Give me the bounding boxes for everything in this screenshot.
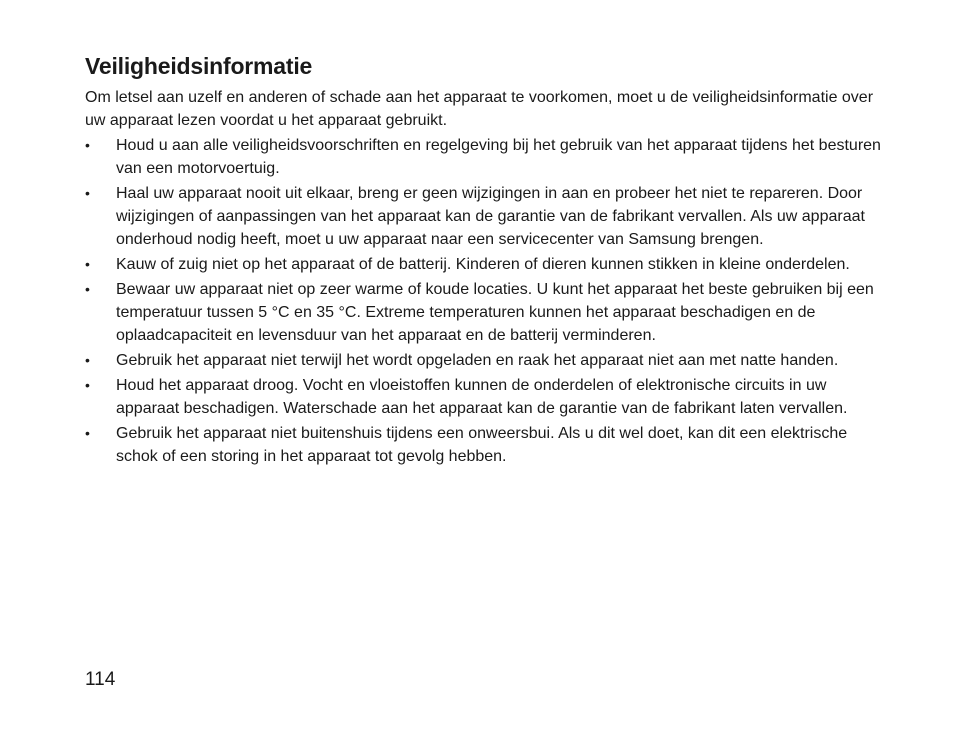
list-item: [85, 182, 885, 251]
list-item-text: Houd u aan alle veiligheidsvoorschriften en regelgeving bij het gebruik van het apparaat tijdens het besturen van een motorvoertuig.: [116, 137, 881, 177]
list-item-text: Gebruik het apparaat niet terwijl het wordt opgeladen en raak het apparaat niet aan met natte handen.: [116, 352, 839, 369]
bullet-icon: •: [85, 377, 90, 393]
list-item-text: Bewaar uw apparaat niet op zeer warme of koude locaties. U kunt het apparaat het beste gebruiken bij een temperatuur tussen 5 °C en 35 °C. Extreme temperaturen kunnen het apparaat beschadigen en de oplaadcapaciteit en levensduur van het apparaat en de batterij verminderen.: [116, 281, 874, 344]
list-item: [85, 253, 885, 276]
bullet-icon: •: [85, 352, 90, 368]
bullet-icon: •: [85, 185, 90, 201]
document-page: [85, 50, 885, 468]
list-item: [85, 278, 885, 347]
safety-list: [85, 134, 885, 468]
list-item-text: Kauw of zuig niet op het apparaat of de batterij. Kinderen of dieren kunnen stikken in kleine onderdelen.: [116, 256, 850, 273]
bullet-icon: •: [85, 256, 90, 272]
list-item-text: Houd het apparaat droog. Vocht en vloeistoffen kunnen de onderdelen of elektronische circuits in uw apparaat beschadigen. Waterschade aan het apparaat kan de garantie van de fabrikant laten vervallen.: [116, 377, 848, 417]
list-item-text: Gebruik het apparaat niet buitenshuis tijdens een onweersbui. Als u dit wel doet, kan dit een elektrische schok of een storing in het apparaat tot gevolg hebben.: [116, 425, 848, 465]
page-number: 114: [85, 669, 116, 690]
list-item: [85, 422, 885, 468]
list-item: [85, 134, 885, 180]
bullet-icon: •: [85, 137, 90, 153]
page-title: Veiligheidsinformatie: [85, 53, 313, 79]
bullet-icon: •: [85, 425, 90, 441]
intro-paragraph: Om letsel aan uzelf en anderen of schade aan het apparaat te voorkomen, moet u de veiligheidsinformatie over uw apparaat lezen voordat u het apparaat gebruikt.: [85, 89, 874, 129]
list-item: [85, 349, 885, 372]
list-item: [85, 374, 885, 420]
list-item-text: Haal uw apparaat nooit uit elkaar, breng er geen wijzigingen in aan en probeer het niet te repareren. Door wijzigingen of aanpassingen van het apparaat kan de garantie van de fabrikant vervallen. Als uw apparaat onderhoud nodig heeft, moet u uw apparaat naar een servicecenter van Samsung brengen.: [116, 185, 865, 248]
bullet-icon: •: [85, 281, 90, 297]
